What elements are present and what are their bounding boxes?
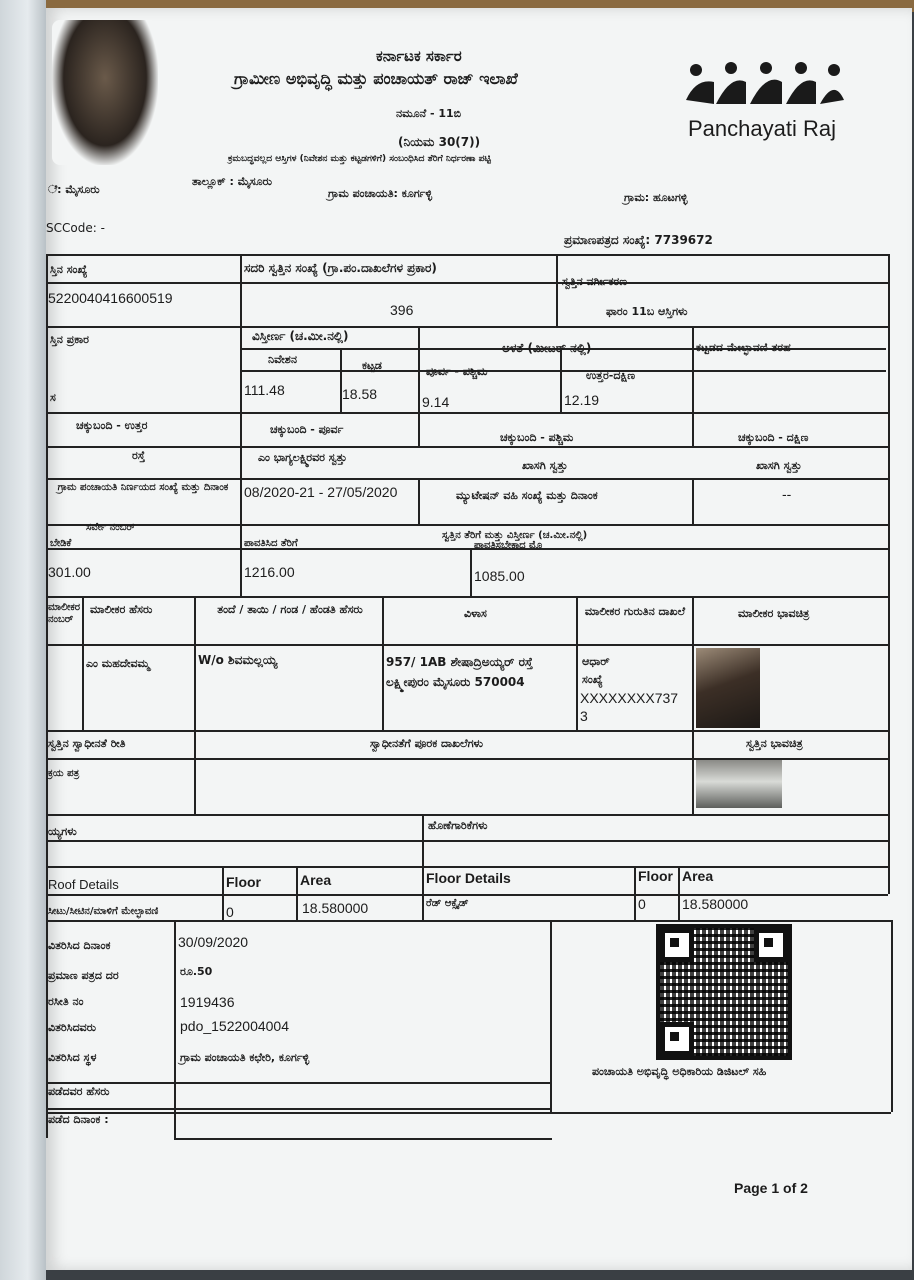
- form-subtitle: ಕ್ರಮಬದ್ಧವಲ್ಲದ ಆಸ್ತಿಗಳ (ನಿವೇಶನ ಮತ್ತು ಕಟ್ಟಡಗಳಿಗೆ) ಸಂಬಂಧಿಸಿದ ತೆರಿಗೆ ನಿರ್ಧರಣಾ ಪಟ್ಟಿ: [228, 154, 491, 164]
- fee-value: ರೂ.50: [180, 965, 213, 978]
- document-sheet: [46, 8, 912, 1270]
- qr-code: [656, 924, 792, 1060]
- tax-due-label: ಪಾವತಿಸಬೇಕಾದ ಮೊ: [474, 540, 543, 551]
- site-area: 111.48: [244, 382, 285, 398]
- receiver-label: ಪಡೆದವರ ಹೆಸರು: [48, 1085, 110, 1098]
- mutation-label: ಮ್ಯುಟೇಷನ್ ವಹಿ ಸಂಖ್ಯೆ ಮತ್ತು ದಿನಾಂಕ: [456, 489, 598, 502]
- ownership-mode-label: ಸ್ವತ್ತಿನ ಸ್ವಾಧೀನತೆ ರೀತಿ: [48, 737, 126, 750]
- dept-title: ಗ್ರಾಮೀಣ ಅಭಿವೃದ್ಧಿ ಮತ್ತು ಪಂಚಾಯತ್ ರಾಜ್ ಇಲಾಖೆ: [234, 69, 518, 88]
- north-boundary: ರಸ್ತೆ: [132, 449, 146, 462]
- classification-value: ಫಾರಂ 11ಬ ಆಸ್ತಿಗಳು: [606, 305, 688, 318]
- district: ೆ: ಮೈಸೂರು: [48, 183, 100, 196]
- page-number: Page 1 of 2: [734, 1180, 808, 1196]
- owner-id-line3: XXXXXXXX737: [580, 690, 679, 706]
- resolution-label: ಗ್ರಾಮ ಪಂಚಾಯತಿ ನಿರ್ಣಯದ ಸಂಖ್ಯೆ ಮತ್ತು ದಿನಾಂಕ: [57, 482, 229, 493]
- tax-paid-value: 1216.00: [244, 564, 295, 580]
- certificate-number: ಪ್ರಮಾಣಪತ್ರದ ಸಂಖ್ಯೆ: 7739672: [564, 233, 713, 247]
- owner-id-label: ಮಾಲೀಕರ ಗುರುತಿನ ದಾಖಲೆ: [584, 605, 686, 618]
- liabilities-label: ಹೊಣೆಗಾರಿಕೆಗಳು: [428, 819, 488, 832]
- karnataka-emblem-icon: [52, 20, 158, 165]
- roof-type-label: ಕಟ್ಟಡದ ಮೇಲ್ಛಾವಣಿ ತರಹ: [696, 341, 791, 354]
- roof-type: ಸೀಟು/ಸೀಟಿನ/ಮಾಳಿಗೆ ಮೇಲ್ಛಾವಣಿ: [48, 906, 159, 917]
- property-id: 5220040416600519: [48, 290, 173, 306]
- property-photo: [696, 760, 782, 808]
- north-south-label: ಉತ್ತರ-ದಕ್ಷಿಣ: [586, 369, 636, 382]
- ownership-docs-label: ಸ್ವಾಧೀನತೆಗೆ ಪೂರಕ ದಾಖಲೆಗಳು: [370, 737, 484, 750]
- sadara-value: 396: [390, 302, 414, 318]
- tax-paid-label: ಪಾವತಿಸಿದ ತೆರಿಗೆ: [244, 538, 298, 549]
- area-tax-label: ಸ್ವತ್ತಿನ ತೆರಿಗೆ ಮತ್ತು ವಿಸ್ತೀರ್ಣ (ಚ.ಮೀ.ನಲ್ಲಿ): [442, 530, 588, 541]
- govt-title: ಕರ್ನಾಟಕ ಸರ್ಕಾರ: [376, 47, 462, 65]
- mutation-value: --: [782, 486, 792, 502]
- property-type: ಸ: [50, 391, 56, 404]
- logo-text: Panchayati Raj: [688, 116, 836, 141]
- resolution-value: 08/2020-21 - 27/05/2020: [244, 484, 398, 500]
- receipt-label: ರಸೀತಿ ನಂ: [48, 995, 84, 1008]
- owner-address-line2: ಲಕ್ಷ್ಮೀಪುರಂ ಮೈಸೂರು 570004: [386, 675, 525, 689]
- owner-name-label: ಮಾಲೀಕರ ಹೆಸರು: [90, 603, 153, 616]
- south-boundary: ಖಾಸಗಿ ಸ್ವತ್ತು: [756, 459, 802, 472]
- issuer-id: pdo_1522004004: [180, 1018, 290, 1034]
- panchayati-raj-logo-icon: [686, 60, 846, 120]
- floor-floor-label: Floor: [638, 868, 673, 884]
- owner-photo: [696, 648, 760, 728]
- rule-number: (ನಿಯಮ 30(7)): [398, 135, 481, 149]
- roof-area: 18.580000: [302, 900, 369, 916]
- issue-date: 30/09/2020: [178, 934, 249, 950]
- floor-area-label: Area: [682, 868, 714, 884]
- roof-floor: 0: [226, 904, 234, 920]
- sadara-label: ಸದರಿ ಸ್ವತ್ತಿನ ಸಂಖ್ಯೆ (ಗ್ರಾ.ಪಂ.ದಾಖಲೆಗಳ ಪ್ರಕಾರ): [244, 261, 437, 275]
- property-type-label: ಸ್ತಿನ ಪ್ರಕಾರ: [50, 333, 89, 346]
- floor-area: 18.580000: [682, 896, 749, 912]
- north-south-length: 12.19: [564, 392, 600, 408]
- gram-panchayat: ಗ್ರಾಮ ಪಂಚಾಯತಿ: ಕೂರ್ಗಳ್ಳಿ: [328, 187, 433, 200]
- floor-floor: 0: [638, 896, 646, 912]
- west-boundary: ಖಾಸಗಿ ಸ್ವತ್ತು: [522, 459, 568, 472]
- roof-area-label: Area: [300, 872, 332, 888]
- east-boundary: ಎಂ ಭಾಗ್ಯಲಕ್ಷ್ಮಿರವರ ಸ್ವತ್ತು: [258, 451, 347, 464]
- issue-date-label: ವಿತರಿಸಿದ ದಿನಾಂಕ: [48, 939, 111, 952]
- rights-label: ಯ್ಯಗಳು: [48, 825, 77, 838]
- floor-details-label: Floor Details: [426, 870, 511, 886]
- property-photo-label: ಸ್ವತ್ತಿನ ಭಾವಚಿತ್ರ: [746, 737, 803, 750]
- address-label: ವಿಳಾಸ: [464, 607, 487, 620]
- owner-name: ಎಂ ಮಹದೇವಮ್ಮ: [86, 657, 150, 670]
- relation-label: ತಂದೆ / ತಾಯಿ / ಗಂಡ / ಹೆಂಡತಿ ಹೆಸರು: [217, 603, 363, 616]
- east-boundary-label: ಚಕ್ಕುಬಂದಿ - ಪೂರ್ವ: [270, 423, 344, 436]
- floor-type: ರೆಡ್ ಆಕ್ಸೈಡ್: [426, 898, 469, 909]
- owner-id-line1: ಆಧಾರ್: [582, 655, 610, 668]
- owner-number-label: ಮಾಲೀಕರ ನಂಬರ್: [48, 602, 81, 625]
- demand-value: 301.00: [48, 564, 91, 580]
- ownership-mode-value: ಕ್ರಯ ಪತ್ರ: [48, 768, 80, 779]
- east-west-length: 9.14: [422, 394, 450, 410]
- issue-place: ಗ್ರಾಮ ಪಂಚಾಯತಿ ಕಛೇರಿ, ಕೂರ್ಗಳ್ಳಿ: [180, 1051, 310, 1064]
- owner-relation: W/o ಶಿವಮಲ್ಲಯ್ಯ: [198, 653, 278, 667]
- roof-floor-label: Floor: [226, 874, 261, 890]
- owner-photo-label: ಮಾಲೀಕರ ಭಾವಚಿತ್ರ: [738, 607, 810, 620]
- site-label: ನಿವೇಶನ: [268, 353, 297, 366]
- fee-label: ಪ್ರಮಾಣ ಪತ್ರದ ದರ: [48, 969, 119, 982]
- binder-spine: [0, 0, 46, 1280]
- receive-date-label: ಪಡೆದ ದಿನಾಂಕ :: [48, 1113, 109, 1126]
- building-area: 18.58: [342, 386, 378, 402]
- tax-due-value: 1085.00: [474, 568, 525, 584]
- roof-details-label: Roof Details: [48, 877, 119, 892]
- south-boundary-label: ಚಕ್ಕುಬಂದಿ - ದಕ್ಷಿಣ: [738, 431, 809, 444]
- lgd-code: SCCode: -: [46, 221, 105, 235]
- north-boundary-label: ಚಕ್ಕುಬಂದಿ - ಉತ್ತರ: [76, 419, 148, 432]
- classification-label: ಸ್ವತ್ತಿನ ವರ್ಗೀಕರಣ: [562, 275, 628, 288]
- village: ಗ್ರಾಮ: ಹೂಟಗಳ್ಳಿ: [624, 191, 688, 204]
- building-label: ಕಟ್ಟಡ: [362, 359, 382, 372]
- owner-id-line4: 3: [580, 708, 588, 724]
- issue-place-label: ವಿತರಿಸಿದ ಸ್ಥಳ: [48, 1051, 97, 1064]
- east-west-label: ಪೂರ್ವ - ಪಶ್ಚಿಮ: [426, 365, 488, 378]
- owner-id-line2: ಸಂಖ್ಯೆ: [582, 673, 603, 686]
- taluk: ತಾಲ್ಲೂಕ್ : ಮೈಸೂರು: [192, 175, 272, 188]
- demand-label: ಬೇಡಿಕೆ: [50, 538, 72, 549]
- form-number: ನಮೂನೆ - 11ಬಿ: [396, 107, 462, 120]
- west-boundary-label: ಚಕ್ಕುಬಂದಿ - ಪಶ್ಚಿಮ: [500, 431, 574, 444]
- digital-signature-label: ಪಂಚಾಯತಿ ಅಭಿವೃದ್ಧಿ ಅಧಿಕಾರಿಯ ಡಿಜಿಟಲ್ ಸಹಿ: [592, 1065, 767, 1078]
- receipt-number: 1919436: [180, 994, 235, 1010]
- survey-number-label: ಸರ್ವೇ ನಂಬರ್: [86, 522, 135, 533]
- issuer-label: ವಿತರಿಸಿದವರು: [48, 1021, 97, 1034]
- dimension-label: ಅಳತೆ (ಮೀಟರ್ ನಲ್ಲಿ): [502, 341, 592, 355]
- property-id-label: ಸ್ತಿನ ಸಂಖ್ಯೆ: [50, 263, 88, 276]
- area-label: ವಿಸ್ತೀರ್ಣ (ಚ.ಮೀ.ನಲ್ಲಿ): [252, 329, 349, 343]
- owner-address-line1: 957/ 1AB ಶೇಷಾದ್ರಿಅಯ್ಯರ್ ರಸ್ತೆ: [386, 655, 533, 669]
